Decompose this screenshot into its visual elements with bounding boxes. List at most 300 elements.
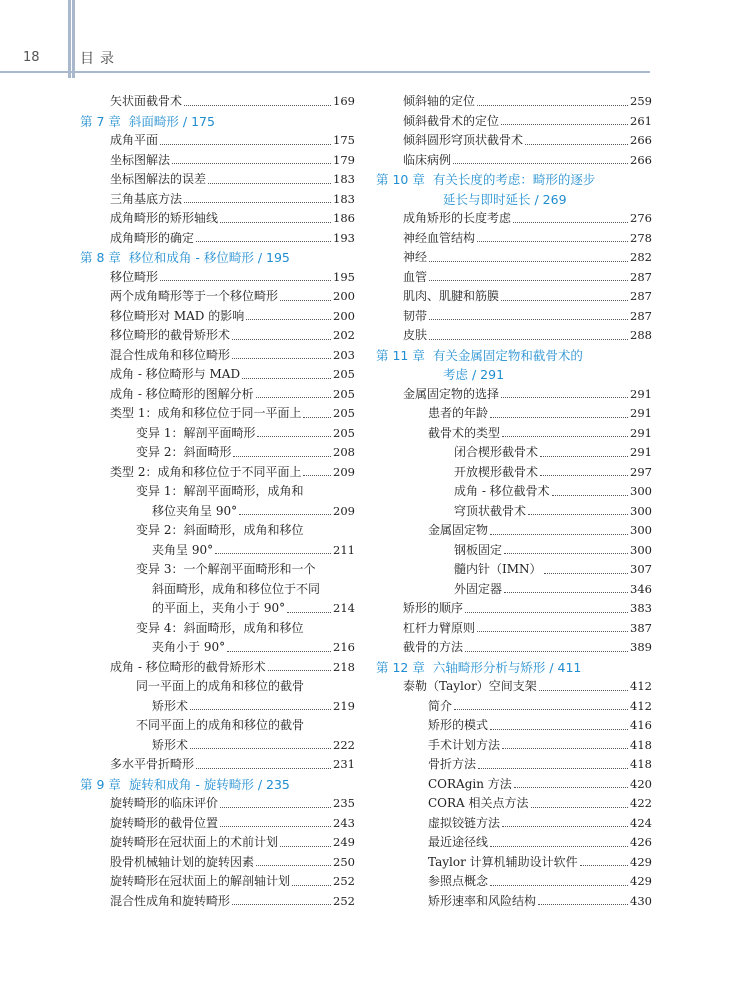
entry-title: 矫形术 [152,737,189,752]
toc-entry-line: 斜面畸形，成角和移位位于不同 [152,581,321,596]
dot-leader [429,279,628,281]
dot-leader [502,435,628,437]
entry-page-number: 249 [333,835,355,849]
chapter-title: 有关长度的考虑：畸形的逐步 [432,172,596,187]
toc-chapter-heading[interactable] [80,775,355,795]
dot-leader [477,240,628,242]
toc-entry[interactable] [376,814,652,834]
toc-entry[interactable] [376,541,652,561]
entry-page-number: 209 [333,464,355,479]
toc-chapter-heading-continued[interactable] [376,190,652,210]
entry-page-number: 412 [630,679,652,693]
entry-title: 肌肉、肌腱和筋膜 [403,289,500,303]
entry-page-number: 276 [630,211,652,225]
entry-title: 截骨的方法 [403,640,464,654]
toc-entry[interactable] [376,599,652,619]
entry-page-number: 259 [630,94,652,108]
dot-leader [477,104,628,106]
dot-leader [514,786,628,788]
toc-entry[interactable] [376,404,652,424]
entry-title: 矫形的顺序 [403,601,464,615]
dot-leader [539,689,628,691]
entry-title: 简介 [428,698,453,713]
entry-page-number: 422 [630,796,652,810]
chapter-number: 第 8 章 [80,250,121,265]
toc-entry-line: 不同平面上的成角和移位的截骨 [136,718,305,732]
toc-entry[interactable] [80,424,355,444]
dot-leader [190,747,331,749]
dot-leader [465,611,628,613]
entry-title: 矫形术 [152,698,189,713]
chapter-number: 第 7 章 [80,113,121,129]
toc-entry[interactable] [376,638,652,658]
toc-entry[interactable] [80,190,355,210]
toc-entry[interactable] [376,853,652,873]
entry-page-number: 243 [333,815,355,830]
entry-title: CORAgin 方法 [428,776,512,791]
entry-page-number: 183 [333,191,355,206]
toc-entry[interactable] [80,872,355,892]
dot-leader [232,338,331,340]
entry-title: 虚拟铰链方法 [428,815,501,830]
toc-entry[interactable] [80,541,355,561]
entry-title: 参照点概念 [428,874,489,888]
chapter-number: 第 9 章 [80,776,121,792]
entry-page-number: 218 [333,659,355,674]
entry-title: 皮肤 [403,328,428,342]
toc-entry[interactable] [376,755,652,775]
toc-entry[interactable] [80,833,355,853]
dot-leader [184,201,331,203]
entry-title: 最近途径线 [428,835,489,849]
entry-title: 多水平骨折畸形 [110,757,195,771]
entry-page-number: 250 [333,854,355,869]
entry-title: 倾斜圆形穹顶状截骨术 [403,133,524,147]
dot-leader [280,845,331,847]
dot-leader [478,767,628,769]
header-bar-right [72,0,75,78]
toc-entry[interactable] [376,521,652,541]
entry-title: 倾斜轴的定位 [403,94,476,108]
toc-entry[interactable] [80,658,355,678]
entry-title: 神经血管结构 [403,230,476,245]
dot-leader [303,474,331,476]
entry-title: 开放楔形截骨术 [454,464,539,479]
entry-title: 金属固定物的选择 [403,386,500,401]
entry-page-number: 291 [630,406,652,420]
toc-entry[interactable] [80,853,355,873]
toc-entry[interactable] [376,560,652,580]
toc-entry-line: 变异 2：斜面畸形，成角和移位 [136,523,304,537]
entry-title: 泰勒（Taylor）空间支架 [403,679,537,693]
entry-page-number: 195 [333,269,355,284]
entry-title: 移位畸形 [110,269,159,284]
toc-entry[interactable] [80,794,355,814]
entry-page-number: 420 [630,776,652,791]
toc-entry[interactable] [80,814,355,834]
chapter-number: 第 12 章 [376,659,425,675]
entry-page-number: 252 [333,893,355,908]
toc-chapter-heading[interactable] [376,346,652,366]
entry-page-number: 205 [333,406,355,420]
toc-entry[interactable] [376,794,652,814]
entry-page-number: 418 [630,737,652,752]
dot-leader [504,552,628,554]
entry-page-number: 235 [333,796,355,810]
entry-title: 韧带 [403,308,428,323]
entry-page-number: 291 [630,445,652,459]
toc-entry[interactable] [80,326,355,346]
dot-leader [256,864,331,866]
dot-leader [220,825,331,827]
chapter-title: 斜面畸形 / 175 [128,113,215,129]
toc-entry[interactable] [376,248,652,268]
dot-leader [525,143,628,145]
dot-leader [540,474,628,476]
toc-entry[interactable] [80,404,355,424]
dot-leader [552,494,628,496]
dot-leader [220,806,331,808]
chapter-title: 延长与即时延长 / 269 [443,191,567,207]
entry-page-number: 208 [333,445,355,459]
toc-entry[interactable] [80,209,355,229]
toc-entry-line: 变异 1：解剖平面畸形，成角和 [136,484,304,498]
dot-leader [453,162,628,164]
toc-entry[interactable] [376,131,652,151]
toc-entry[interactable] [376,716,652,736]
entry-page-number: 278 [630,230,652,245]
entry-title: 成角 - 移位截骨术 [454,484,550,498]
entry-page-number: 346 [630,581,652,596]
toc-entry[interactable] [376,502,652,522]
dot-leader [580,864,628,866]
toc-entry[interactable] [376,209,652,229]
dot-leader [490,845,628,847]
entry-page-number: 216 [333,640,355,654]
dot-leader [504,591,628,593]
dot-leader [540,455,628,457]
toc-entry[interactable] [80,229,355,249]
toc-entry[interactable] [80,131,355,151]
toc-entry[interactable] [80,268,355,288]
entry-page-number: 175 [333,133,355,147]
dot-leader [268,669,331,671]
toc-entry[interactable] [376,619,652,639]
entry-title: 成角 - 移位畸形的图解分析 [110,386,254,401]
entry-title: 旋转畸形的临床评价 [110,796,219,810]
dot-leader [233,455,331,457]
toc-entry[interactable] [376,443,652,463]
dot-leader [490,533,628,535]
entry-title: 血管 [403,269,428,284]
toc-entry[interactable] [376,229,652,249]
entry-title: 骨折方法 [428,757,477,771]
toc-chapter-heading-continued[interactable] [376,365,652,385]
toc-entry-line: 变异 4：斜面畸形，成角和移位 [136,620,304,635]
entry-page-number: 416 [630,718,652,732]
entry-page-number: 383 [630,601,652,615]
entry-title: 神经 [403,250,428,264]
toc-entry[interactable] [376,463,652,483]
entry-title: 坐标图解法 [110,152,171,167]
dot-leader [490,728,628,730]
entry-title: 闭合楔形截骨术 [454,445,539,459]
dot-leader [465,650,628,652]
entry-page-number: 193 [333,230,355,245]
entry-title: 夹角呈 90° [152,542,214,557]
dot-leader [490,416,628,418]
page-header [0,0,730,78]
entry-title: 杠杆力臂原则 [403,620,476,635]
entry-title: 旋转畸形的截骨位置 [110,815,219,830]
entry-page-number: 287 [630,269,652,284]
entry-page-number: 282 [630,250,652,264]
toc-chapter-heading[interactable] [376,170,652,190]
entry-page-number: 202 [333,328,355,342]
dot-leader [257,435,331,437]
dot-leader [190,708,331,710]
entry-title: 矫形的模式 [428,718,489,732]
entry-title: 穹顶状截骨术 [454,503,527,518]
dot-leader [502,747,628,749]
dot-leader [490,884,628,886]
dot-leader [220,221,331,223]
entry-page-number: 222 [333,737,355,752]
dot-leader [160,143,331,145]
toc-entry[interactable] [376,112,652,132]
entry-title: 坐标图解法的误差 [110,172,207,186]
toc-chapter-heading[interactable] [80,112,355,132]
toc-entry[interactable] [376,424,652,444]
entry-title: 临床病例 [403,152,452,167]
entry-title: 夹角小于 90° [152,640,226,654]
entry-title: 的平面上，夹角小于 90° [152,601,286,615]
dot-leader [477,630,628,632]
toc-entry[interactable] [376,92,652,112]
toc-entry[interactable] [80,736,355,756]
toc-entry-line: 变异 3：一个解剖平面畸形和一个 [136,562,316,576]
entry-page-number: 200 [333,289,355,303]
chapter-title: 有关金属固定物和截骨术的 [432,347,583,363]
entry-page-number: 429 [630,854,652,869]
entry-title: 成角 - 移位畸形与 MAD [110,367,241,381]
dot-leader [501,299,628,301]
entry-page-number: 429 [630,874,652,888]
toc-entry[interactable] [80,892,355,912]
entry-page-number: 205 [333,425,355,440]
dot-leader [208,182,331,184]
entry-title: 三角基底方法 [110,191,183,206]
dot-leader [184,104,331,106]
entry-title: 外固定器 [454,581,503,596]
toc-entry[interactable] [376,892,652,912]
toc-entry[interactable] [376,151,652,171]
entry-title: 旋转畸形在冠状面上的术前计划 [110,835,279,849]
toc-entry[interactable] [376,482,652,502]
toc-entry[interactable] [80,151,355,171]
dot-leader [227,650,331,652]
dot-leader [196,767,331,769]
toc-entry[interactable] [376,833,652,853]
dot-leader [232,903,331,905]
chapter-title: 移位和成角 - 移位畸形 / 195 [128,250,290,265]
dot-leader [287,611,331,613]
toc-entry[interactable] [376,677,652,697]
entry-title: 混合性成角和旋转畸形 [110,893,231,908]
toc-entry[interactable] [80,443,355,463]
entry-title: CORA 相关点方法 [428,796,529,810]
entry-title: 移位畸形的截骨矫形术 [110,328,231,342]
entry-title: 矫形速率和风险结构 [428,893,537,908]
toc-entry[interactable] [376,580,652,600]
entry-title: 移位畸形对 MAD 的影响 [110,308,245,323]
entry-title: 变异 2：斜面畸形 [136,445,232,459]
toc-entry[interactable] [80,502,355,522]
header-bar-left [68,0,71,78]
entry-title: 髓内针（IMN） [454,562,542,576]
toc-entry[interactable] [376,326,652,346]
toc-entry[interactable] [80,307,355,327]
entry-page-number: 179 [333,152,355,167]
toc-entry[interactable] [80,287,355,307]
entry-title: 金属固定物 [428,523,489,537]
entry-title: 类型 2：成角和移位位于不同平面上 [110,464,302,479]
toc-entry[interactable] [80,463,355,483]
entry-title: 手术计划方法 [428,737,501,752]
dot-leader [513,221,628,223]
entry-title: 患者的年龄 [428,406,489,420]
entry-page-number: 300 [630,484,652,498]
dot-leader [429,318,628,320]
entry-page-number: 300 [630,523,652,537]
dot-leader [544,572,629,574]
header-rule [0,71,650,73]
entry-page-number: 252 [333,874,355,888]
toc-entry[interactable] [80,346,355,366]
dot-leader [160,279,331,281]
entry-page-number: 389 [630,640,652,654]
entry-page-number: 291 [630,425,652,440]
dot-leader [501,123,628,125]
toc-chapter-heading[interactable] [376,658,652,678]
entry-title: 股骨机械轴计划的旋转因素 [110,854,255,869]
toc-entry[interactable] [376,775,652,795]
toc-entry[interactable] [80,599,355,619]
dot-leader [292,884,331,886]
dot-leader [246,318,331,320]
entry-page-number: 219 [333,698,355,713]
toc-left-column [80,92,355,911]
toc-entry[interactable] [80,697,355,717]
toc-entry[interactable] [376,307,652,327]
entry-title: 钢板固定 [454,542,503,557]
chapter-title: 六轴畸形分析与矫形 / 411 [432,659,582,675]
toc-entry[interactable] [376,268,652,288]
entry-page-number: 297 [630,464,652,479]
entry-page-number: 291 [630,386,652,401]
page-number: 18 [23,50,40,65]
toc-entry[interactable] [80,365,355,385]
entry-page-number: 209 [333,503,355,518]
entry-page-number: 186 [333,211,355,225]
chapter-title: 考虑 / 291 [443,367,505,382]
entry-page-number: 200 [333,308,355,323]
toc-entry-line: 同一平面上的成角和移位的截骨 [136,679,305,693]
dot-leader [215,552,331,554]
entry-title: 移位夹角呈 90° [152,503,238,518]
entry-page-number: 288 [630,328,652,342]
toc-entry[interactable] [80,755,355,775]
entry-title: 类型 1：成角和移位位于同一平面上 [110,406,302,420]
dot-leader [232,357,331,359]
dot-leader [239,513,331,515]
toc-entry[interactable] [80,638,355,658]
toc-entry[interactable] [376,736,652,756]
entry-page-number: 211 [333,542,355,557]
dot-leader [454,708,628,710]
entry-page-number: 203 [333,347,355,362]
toc-entry[interactable] [376,287,652,307]
entry-page-number: 287 [630,289,652,303]
entry-title: 成角畸形的矫形轴线 [110,211,219,225]
entry-title: 变异 1：解剖平面畸形 [136,425,256,440]
entry-page-number: 214 [333,601,355,615]
dot-leader [501,396,628,398]
entry-page-number: 266 [630,133,652,147]
toc-entry[interactable] [376,697,652,717]
dot-leader [538,903,628,905]
entry-title: 倾斜截骨术的定位 [403,113,500,128]
chapter-number: 第 10 章 [376,172,425,187]
entry-title: 成角畸形的确定 [110,230,195,245]
entry-page-number: 205 [333,367,355,381]
entry-title: 截骨术的类型 [428,425,501,440]
entry-page-number: 307 [630,562,652,576]
chapter-title: 旋转和成角 - 旋转畸形 / 235 [128,776,290,792]
entry-page-number: 300 [630,503,652,518]
entry-page-number: 261 [630,113,652,128]
toc-entry[interactable] [80,92,355,112]
dot-leader [528,513,628,515]
entry-page-number: 169 [333,94,355,108]
dot-leader [502,825,628,827]
header-title: 目录 [80,51,120,67]
toc-entry[interactable] [376,385,652,405]
toc-chapter-heading[interactable] [80,248,355,268]
entry-title: 成角矫形的长度考虑 [403,211,512,225]
entry-page-number: 426 [630,835,652,849]
dot-leader [429,338,628,340]
toc-entry[interactable] [80,385,355,405]
entry-page-number: 266 [630,152,652,167]
dot-leader [256,396,331,398]
entry-title: Taylor 计算机辅助设计软件 [428,854,578,869]
entry-title: 矢状面截骨术 [110,94,183,108]
dot-leader [429,260,628,262]
entry-page-number: 412 [630,698,652,713]
toc-entry[interactable] [376,872,652,892]
dot-leader [242,377,331,379]
dot-leader [172,162,331,164]
entry-title: 两个成角畸形等于一个移位畸形 [110,289,279,303]
toc-right-column [376,92,652,911]
dot-leader [280,299,331,301]
entry-title: 旋转畸形在冠状面上的解剖轴计划 [110,874,291,888]
dot-leader [531,806,629,808]
toc-entry[interactable] [80,170,355,190]
entry-page-number: 387 [630,620,652,635]
dot-leader [303,416,331,418]
